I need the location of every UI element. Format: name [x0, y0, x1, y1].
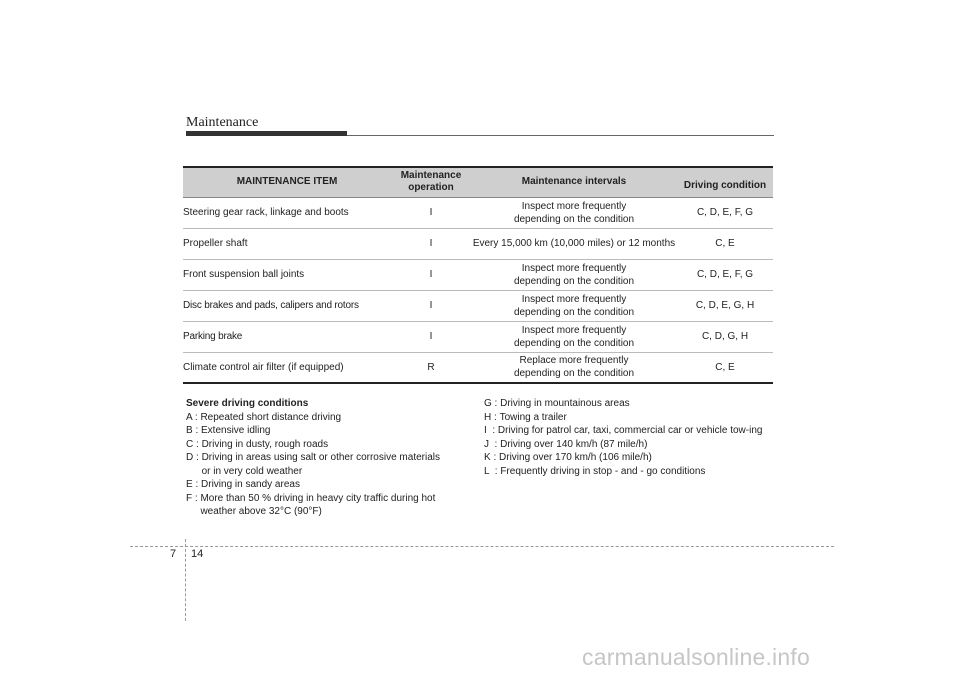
header-operation — [391, 167, 471, 197]
row-interval-line1: Inspect more frequently — [521, 293, 627, 305]
note-text: Frequently driving in stop - and - go conditions — [500, 465, 706, 477]
note-key: J : — [484, 438, 501, 450]
row-operation: I — [429, 269, 433, 280]
note-text: Driving in mountainous areas — [500, 398, 630, 409]
note-key: E : — [186, 479, 202, 490]
row-condition: C, D, E, G, H — [695, 300, 755, 311]
row-condition: C, D, G, H — [701, 331, 749, 342]
row-item: Disc brakes and pads, calipers and rotors — [183, 300, 359, 311]
note-key: L : — [484, 465, 501, 477]
row-condition: C, E — [715, 238, 735, 249]
header-operation-line2: operation — [408, 182, 454, 194]
row-interval — [471, 352, 677, 383]
row-interval — [471, 321, 677, 352]
note-text: Driving in dusty, rough roads — [201, 438, 329, 450]
row-condition: C, D, E, F, G — [696, 207, 754, 218]
table-row — [183, 197, 773, 228]
condition-note — [186, 451, 441, 478]
row-item: Climate control air filter (if equipped) — [183, 361, 344, 373]
row-operation: R — [427, 361, 435, 373]
note-key: F : — [186, 492, 201, 504]
row-interval-line2: depending on the condition — [513, 306, 635, 318]
section-title: Maintenance — [186, 115, 259, 130]
table-row — [183, 259, 773, 290]
footer-vertical-divider — [185, 539, 186, 621]
note-text: Repeated short distance driving — [200, 411, 342, 423]
footer-divider — [130, 546, 834, 547]
note-key: K : — [484, 452, 500, 463]
condition-note — [484, 397, 774, 411]
row-interval — [471, 197, 677, 228]
row-interval-line2: depending on the condition — [513, 213, 635, 225]
header-operation-line1: Maintenance — [400, 170, 462, 182]
row-interval-line1: Inspect more frequently — [521, 200, 627, 212]
row-interval-line1: Inspect more frequently — [521, 262, 627, 274]
note-key: G : — [484, 398, 501, 409]
header-condition: Driving condition — [677, 167, 773, 197]
row-item: Propeller shaft — [183, 238, 248, 249]
row-condition: C, E — [715, 361, 735, 373]
severe-conditions-left — [186, 397, 476, 519]
condition-note — [484, 465, 774, 479]
row-item: Steering gear rack, linkage and boots — [183, 207, 349, 218]
note-key: C : — [186, 438, 202, 450]
row-item: Parking brake — [183, 331, 243, 342]
row-operation: I — [429, 207, 433, 218]
note-text: Driving over 140 km/h (87 mile/h) — [500, 438, 648, 450]
row-interval-line1: Inspect more frequently — [521, 324, 627, 336]
severe-conditions-right — [484, 397, 774, 478]
row-interval — [471, 259, 677, 290]
row-interval-line2: depending on the condition — [513, 337, 635, 349]
row-interval-line2: depending on the condition — [513, 275, 635, 287]
page-number: 14 — [191, 548, 204, 560]
note-key: I : — [484, 425, 498, 436]
condition-note — [484, 411, 774, 425]
row-interval-line1: Replace more frequently — [519, 355, 629, 367]
note-key: H : — [484, 411, 500, 423]
chapter-number: 7 — [170, 548, 177, 560]
row-interval-line2: depending on the condition — [513, 368, 635, 380]
condition-note — [186, 411, 476, 425]
condition-note — [186, 478, 476, 492]
note-text: More than 50 % driving in heavy city traffic during hot weather above 32°C (90°F) — [200, 492, 436, 517]
header-intervals: Maintenance intervals — [471, 167, 677, 197]
table-header-row — [183, 167, 773, 197]
note-text: Driving over 170 km/h (106 mile/h) — [499, 452, 652, 463]
row-interval — [471, 228, 677, 259]
maintenance-table — [183, 166, 773, 384]
condition-note — [484, 424, 774, 438]
severe-conditions-heading: Severe driving conditions — [186, 398, 309, 409]
watermark: carmanualsonline.info — [582, 644, 810, 670]
note-text: Towing a trailer — [499, 411, 567, 423]
row-operation: I — [429, 331, 433, 342]
row-operation: I — [429, 238, 433, 249]
title-underline-rule — [347, 135, 774, 136]
row-interval — [471, 290, 677, 321]
row-interval-line1: Every 15,000 km (10,000 miles) or 12 months — [472, 238, 676, 249]
note-text: Driving for patrol car, taxi, commercial car or vehicle tow-ing — [497, 425, 763, 436]
note-text: Driving in areas using salt or other corrosive materials or in very cold weather — [201, 452, 440, 477]
condition-note — [186, 424, 476, 438]
table-row — [183, 290, 773, 321]
row-operation: I — [429, 300, 433, 311]
condition-note — [484, 451, 774, 465]
table-row — [183, 321, 773, 352]
note-key: A : — [186, 411, 201, 423]
header-item: MAINTENANCE ITEM — [183, 167, 391, 197]
note-key: B : — [186, 425, 202, 436]
table-row — [183, 228, 773, 259]
table-row — [183, 352, 773, 383]
condition-note — [484, 438, 774, 452]
row-item: Front suspension ball joints — [183, 269, 305, 280]
condition-note — [186, 492, 458, 519]
title-underline-accent — [186, 131, 347, 136]
row-condition: C, D, E, F, G — [696, 269, 754, 280]
condition-note — [186, 438, 476, 452]
note-key: D : — [186, 452, 202, 463]
note-text: Extensive idling — [201, 425, 271, 436]
note-text: Driving in sandy areas — [201, 479, 300, 490]
